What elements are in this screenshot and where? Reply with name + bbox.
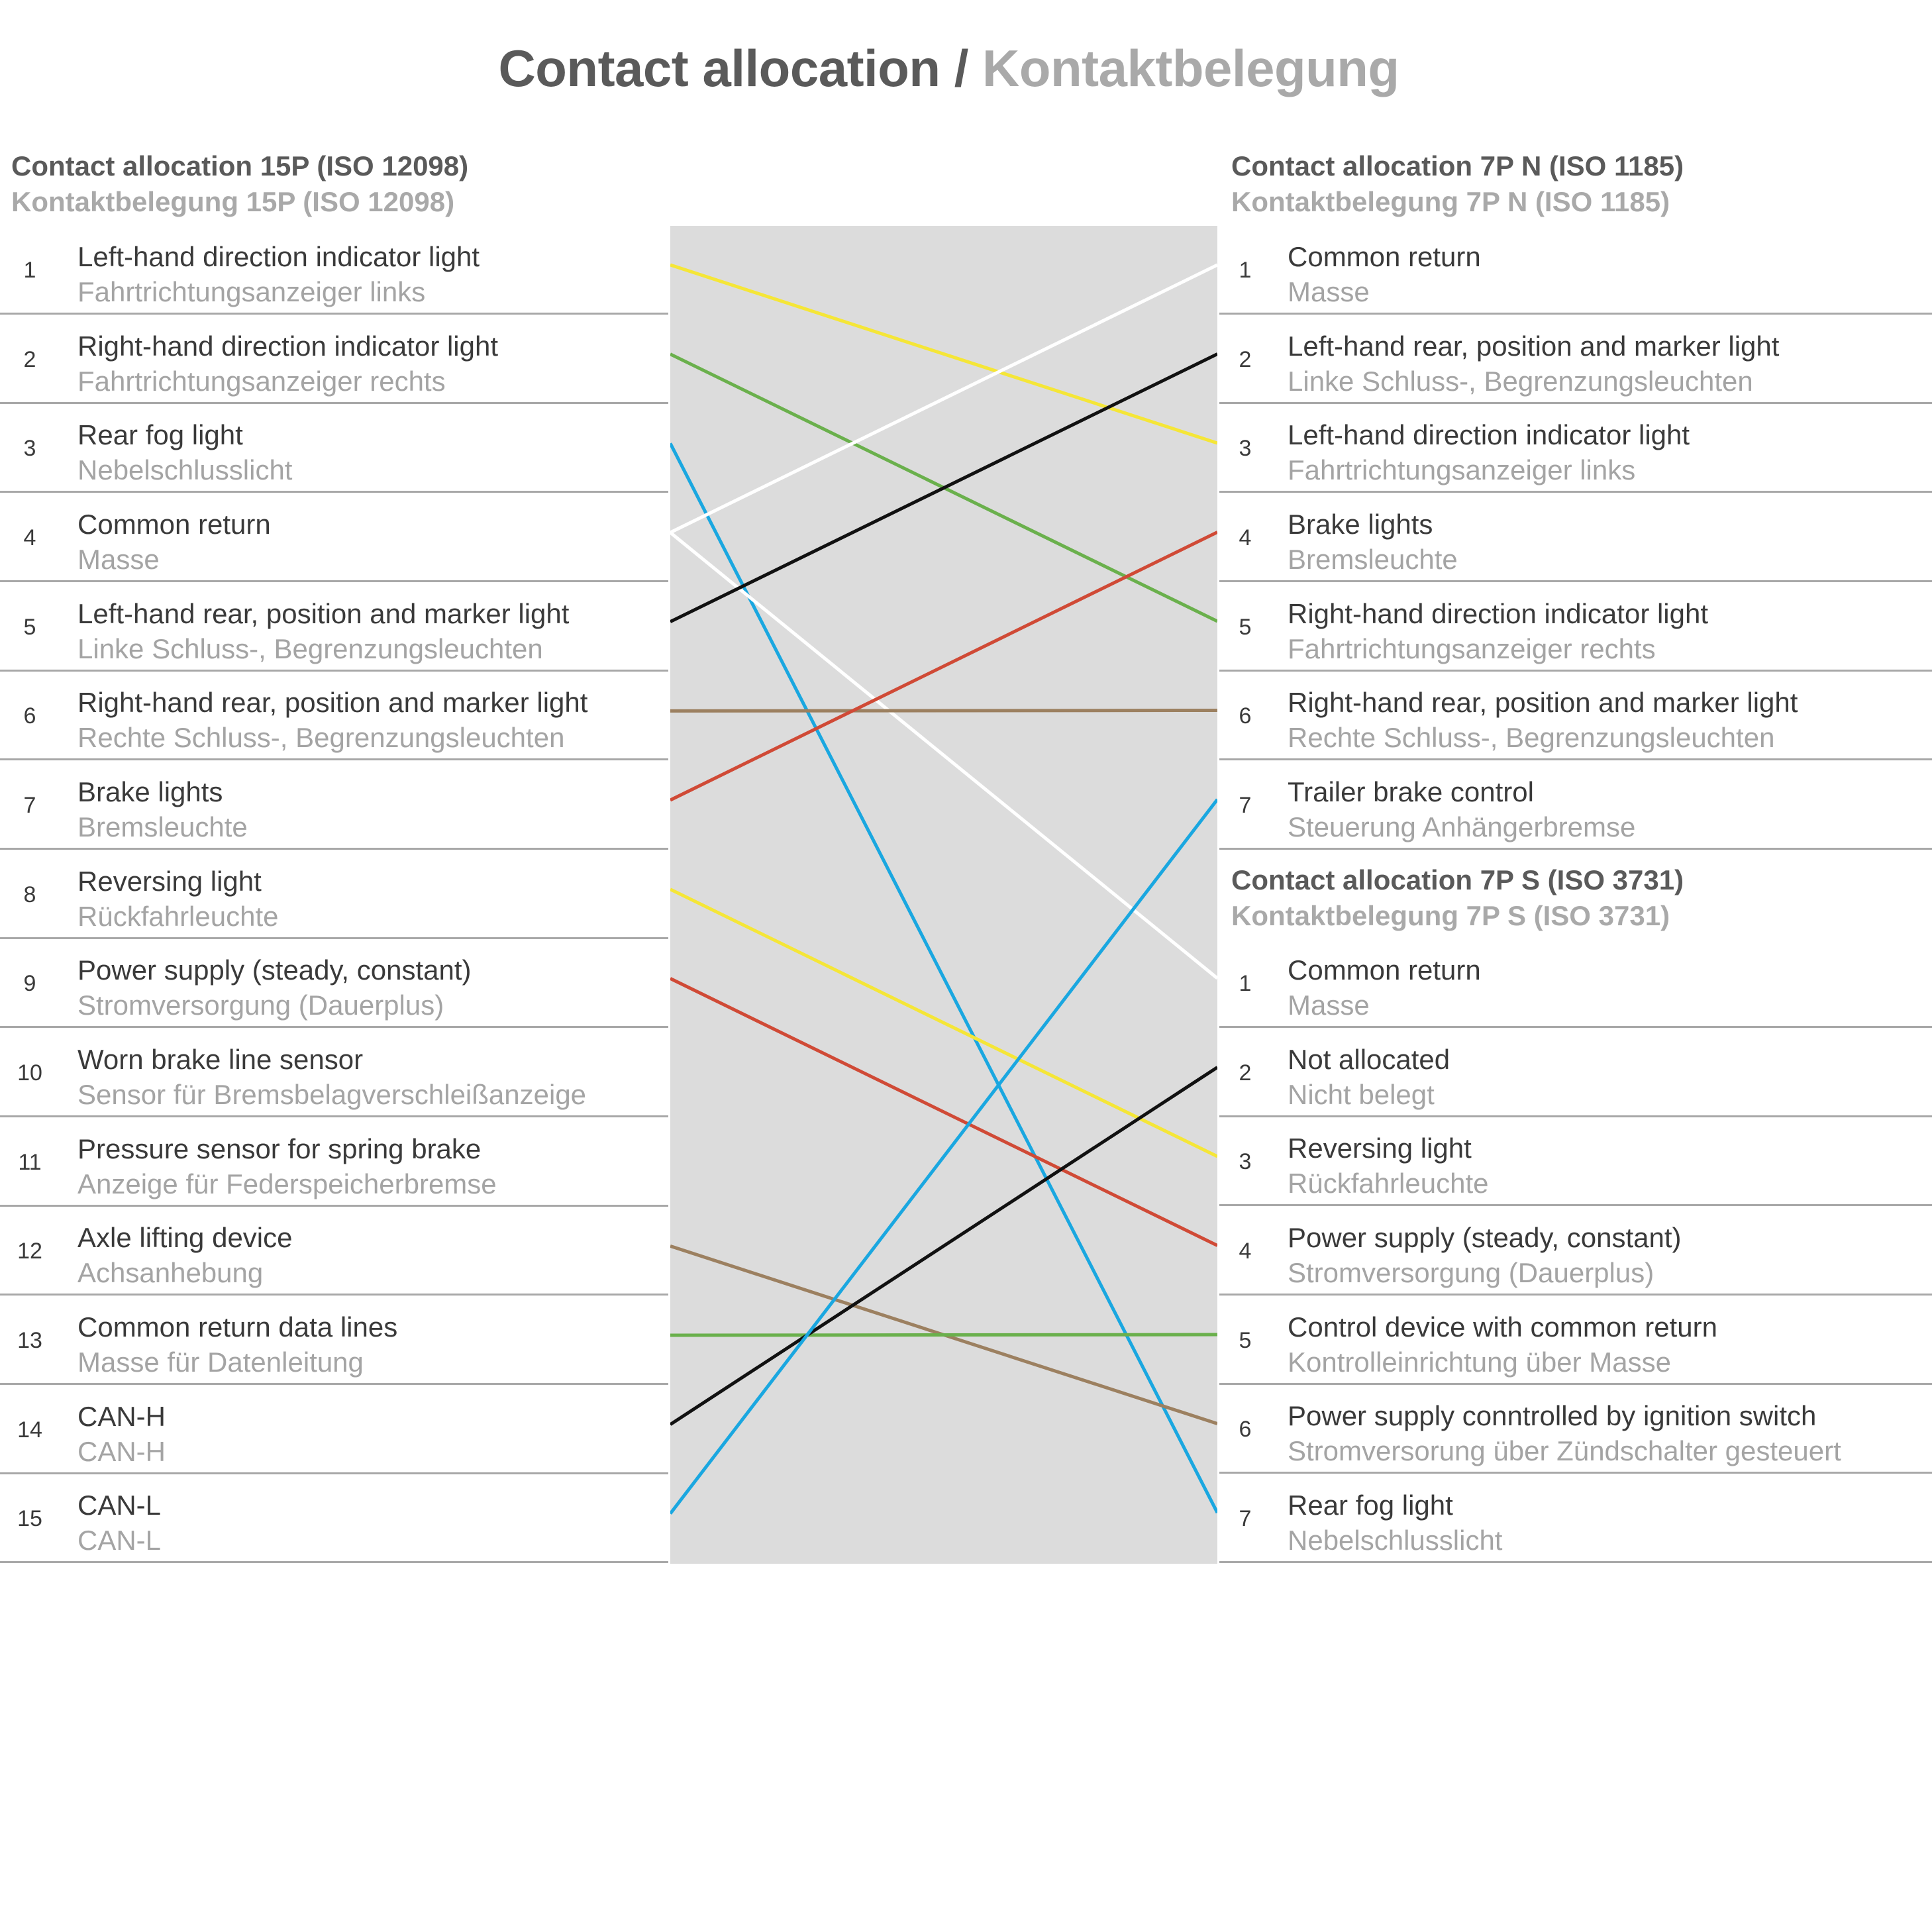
p7n-label-en: Right-hand rear, position and marker light — [1288, 687, 1798, 718]
p7n-row-6 — [1219, 672, 1932, 760]
p15-pin-number: 9 — [23, 971, 36, 996]
p15-pin-label — [77, 417, 292, 487]
p15-pin-label — [77, 507, 271, 577]
heading-7pn-de: Kontaktbelegung 7P N (ISO 1185) — [1231, 186, 1670, 217]
heading-7ps — [1231, 862, 1684, 934]
p15-label-en: Left-hand rear, position and marker light — [77, 598, 570, 629]
p15-label-en: CAN-H — [77, 1401, 166, 1432]
p7n-pin-label — [1288, 685, 1798, 755]
heading-7ps-en: Contact allocation 7P S (ISO 3731) — [1231, 864, 1684, 895]
p7s-row-6 — [1219, 1385, 1932, 1474]
p7n-label-en: Right-hand direction indicator light — [1288, 598, 1709, 629]
p15-label-en: Right-hand rear, position and marker light — [77, 687, 588, 718]
p15-pin-number: 10 — [17, 1060, 42, 1086]
p7s-label-de: Stromversorung über Zündschalter gesteuert — [1288, 1435, 1841, 1466]
p15-row-14 — [0, 1386, 668, 1474]
page-title — [0, 38, 1898, 99]
p7s-label-en: Power supply (steady, constant) — [1288, 1222, 1682, 1253]
p7n-row-2 — [1219, 315, 1932, 404]
p7s-label-de: Masse — [1288, 990, 1370, 1021]
p15-pin-label — [77, 1309, 397, 1380]
p15-label-de: Fahrtrichtungsanzeiger rechts — [77, 366, 446, 397]
p7n-pin-label — [1288, 596, 1708, 666]
p7s-label-en: Power supply conntrolled by ignition switch — [1288, 1400, 1817, 1431]
p7s-label-en: Not allocated — [1288, 1044, 1450, 1075]
p7s-pin-label — [1288, 1309, 1717, 1380]
p15-label-en: Rear fog light — [77, 419, 243, 450]
p7n-row-4 — [1219, 493, 1932, 582]
p7s-row-3 — [1219, 1117, 1932, 1206]
p7n-pin-number: 5 — [1239, 615, 1252, 640]
p7n-pin-label — [1288, 329, 1779, 399]
p7s-pin-label — [1288, 1488, 1502, 1558]
p15-label-de: Nebelschlusslicht — [77, 454, 293, 485]
p7n-label-de: Linke Schluss-, Begrenzungsleuchten — [1288, 366, 1753, 397]
p15-pin-label — [77, 1488, 161, 1558]
p15-row-13 — [0, 1296, 668, 1385]
p15-pin-number: 7 — [23, 793, 36, 818]
p7s-pin-label — [1288, 1042, 1450, 1112]
p15-label-en: Pressure sensor for spring brake — [77, 1133, 482, 1164]
wiring-diagram — [670, 226, 1217, 1564]
p15-label-de: Stromversorgung (Dauerplus) — [77, 990, 444, 1021]
p15-label-de: Masse — [77, 544, 160, 575]
p7n-label-de: Fahrtrichtungsanzeiger links — [1288, 454, 1636, 485]
p15-row-10 — [0, 1029, 668, 1117]
wiring-panel — [670, 226, 1217, 1564]
p7s-pin-number: 3 — [1239, 1149, 1252, 1174]
p15-label-de: Anzeige für Federspeicherbremse — [77, 1168, 497, 1199]
p7n-label-de: Steuerung Anhängerbremse — [1288, 811, 1636, 842]
p7s-label-de: Nicht belegt — [1288, 1079, 1435, 1110]
p7n-pin-label — [1288, 507, 1458, 577]
title-english: Contact allocation — [498, 39, 941, 97]
p7n-label-de: Masse — [1288, 276, 1370, 307]
p15-pin-label — [77, 329, 498, 399]
p7s-pin-number: 5 — [1239, 1328, 1252, 1353]
p7n-pin-number: 7 — [1239, 793, 1252, 818]
p7s-label-en: Reversing light — [1288, 1133, 1472, 1164]
p15-pin-number: 5 — [23, 615, 36, 640]
p15-row-5 — [0, 583, 668, 672]
p15-label-en: Brake lights — [77, 776, 223, 807]
p15-label-de: Linke Schluss-, Begrenzungsleuchten — [77, 633, 543, 664]
p15-row-15 — [0, 1474, 668, 1563]
p7n-row-5 — [1219, 583, 1932, 672]
p15-label-de: Rückfahrleuchte — [77, 901, 279, 932]
p7s-label-en: Control device with common return — [1288, 1311, 1717, 1343]
p15-pin-label — [77, 239, 480, 309]
title-german: Kontaktbelegung — [982, 39, 1399, 97]
p15-label-de: Achsanhebung — [77, 1257, 264, 1288]
p7n-pin-label — [1288, 417, 1690, 487]
p15-row-1 — [0, 226, 668, 315]
heading-7ps-de: Kontaktbelegung 7P S (ISO 3731) — [1231, 900, 1670, 931]
p7s-pin-number: 6 — [1239, 1417, 1252, 1442]
p7s-pin-number: 4 — [1239, 1239, 1252, 1264]
p7s-pin-number: 7 — [1239, 1506, 1252, 1531]
p15-pin-number: 14 — [17, 1417, 42, 1443]
p7n-pin-number: 1 — [1239, 258, 1252, 283]
p15-label-en: Reversing light — [77, 866, 262, 897]
p7n-label-de: Bremsleuchte — [1288, 544, 1458, 575]
p15-pin-label — [77, 1131, 497, 1201]
p7s-pin-label — [1288, 1398, 1841, 1468]
p15-pin-number: 3 — [23, 436, 36, 461]
heading-7pn — [1231, 148, 1684, 220]
p15-label-en: Power supply (steady, constant) — [77, 954, 472, 986]
p15-pin-number: 8 — [23, 882, 36, 907]
p15-label-de: Sensor für Bremsbelagverschleißanzeige — [77, 1079, 587, 1110]
p15-row-9 — [0, 939, 668, 1028]
p15-pin-number: 12 — [17, 1239, 42, 1264]
p15-label-en: Right-hand direction indicator light — [77, 330, 499, 362]
p15-pin-label — [77, 864, 279, 934]
p15-label-de: Masse für Datenleitung — [77, 1347, 364, 1378]
p15-label-en: Common return — [77, 509, 271, 540]
p15-label-de: Fahrtrichtungsanzeiger links — [77, 276, 426, 307]
p15-label-de: Bremsleuchte — [77, 811, 248, 842]
p15-row-6 — [0, 672, 668, 760]
p15-label-de: Rechte Schluss-, Begrenzungsleuchten — [77, 722, 565, 753]
p15-pin-number: 4 — [23, 525, 36, 550]
p15-pin-number: 11 — [18, 1150, 42, 1175]
p7n-label-en: Common return — [1288, 241, 1481, 272]
p7n-pin-number: 2 — [1239, 347, 1252, 372]
p7s-label-de: Nebelschlusslicht — [1288, 1525, 1503, 1556]
p7n-label-en: Trailer brake control — [1288, 776, 1534, 807]
p15-pin-label — [77, 596, 569, 666]
p7s-pin-number: 2 — [1239, 1060, 1252, 1086]
p7s-row-4 — [1219, 1207, 1932, 1296]
p15-pin-label — [77, 1042, 586, 1112]
p15-label-en: CAN-L — [77, 1490, 162, 1521]
p7s-label-en: Common return — [1288, 954, 1481, 986]
title-separator: / — [940, 39, 983, 97]
heading-15p-de: Kontaktbelegung 15P (ISO 12098) — [11, 186, 455, 217]
p15-row-8 — [0, 850, 668, 939]
p15-row-2 — [0, 315, 668, 404]
p7s-row-1 — [1219, 939, 1932, 1028]
p7n-row-1 — [1219, 226, 1932, 315]
p7n-pin-number: 3 — [1239, 436, 1252, 461]
p7n-label-en: Left-hand rear, position and marker light — [1288, 330, 1780, 362]
p15-label-de: CAN-H — [77, 1436, 166, 1467]
p15-pin-number: 6 — [23, 703, 36, 729]
p15-pin-label — [77, 952, 472, 1023]
p7s-label-de: Kontrolleinrichtung über Masse — [1288, 1347, 1671, 1378]
p15-pin-label — [77, 1220, 293, 1290]
p15-row-3 — [0, 404, 668, 493]
p7s-pin-label — [1288, 1220, 1682, 1290]
p15-label-en: Axle lifting device — [77, 1222, 293, 1253]
p7s-row-5 — [1219, 1296, 1932, 1385]
p7n-pin-number: 6 — [1239, 703, 1252, 729]
p7n-label-de: Fahrtrichtungsanzeiger rechts — [1288, 633, 1656, 664]
p15-pin-number: 13 — [17, 1328, 42, 1353]
p7n-row-3 — [1219, 404, 1932, 493]
p7s-pin-number: 1 — [1239, 971, 1252, 996]
p7n-label-en: Left-hand direction indicator light — [1288, 419, 1690, 450]
p15-label-de: CAN-L — [77, 1525, 162, 1556]
p15-row-7 — [0, 761, 668, 850]
p7s-label-de: Stromversorgung (Dauerplus) — [1288, 1257, 1654, 1288]
p7s-row-2 — [1219, 1029, 1932, 1117]
p15-label-en: Common return data lines — [77, 1311, 398, 1343]
p15-pin-number: 1 — [23, 258, 36, 283]
p15-pin-number: 15 — [17, 1506, 42, 1531]
p7n-row-7 — [1219, 761, 1932, 850]
p15-label-en: Worn brake line sensor — [77, 1044, 364, 1075]
heading-15p-en: Contact allocation 15P (ISO 12098) — [11, 150, 469, 181]
p7n-pin-number: 4 — [1239, 525, 1252, 550]
p7s-pin-label — [1288, 1131, 1489, 1201]
p15-pin-label — [77, 774, 248, 844]
p7s-pin-label — [1288, 952, 1481, 1023]
p7n-pin-label — [1288, 239, 1481, 309]
p7s-label-de: Rückfahrleuchte — [1288, 1168, 1489, 1199]
heading-7pn-en: Contact allocation 7P N (ISO 1185) — [1231, 150, 1684, 181]
p15-label-en: Left-hand direction indicator light — [77, 241, 480, 272]
p15-pin-label — [77, 1399, 166, 1469]
p15-row-11 — [0, 1118, 668, 1207]
p7n-label-en: Brake lights — [1288, 509, 1433, 540]
heading-15p — [11, 148, 468, 220]
p15-row-12 — [0, 1207, 668, 1296]
p15-pin-number: 2 — [23, 347, 36, 372]
p15-row-4 — [0, 493, 668, 582]
p15-pin-label — [77, 685, 587, 755]
p7s-label-en: Rear fog light — [1288, 1490, 1453, 1521]
p7s-row-7 — [1219, 1474, 1932, 1563]
p7n-pin-label — [1288, 774, 1635, 844]
p7n-label-de: Rechte Schluss-, Begrenzungsleuchten — [1288, 722, 1775, 753]
